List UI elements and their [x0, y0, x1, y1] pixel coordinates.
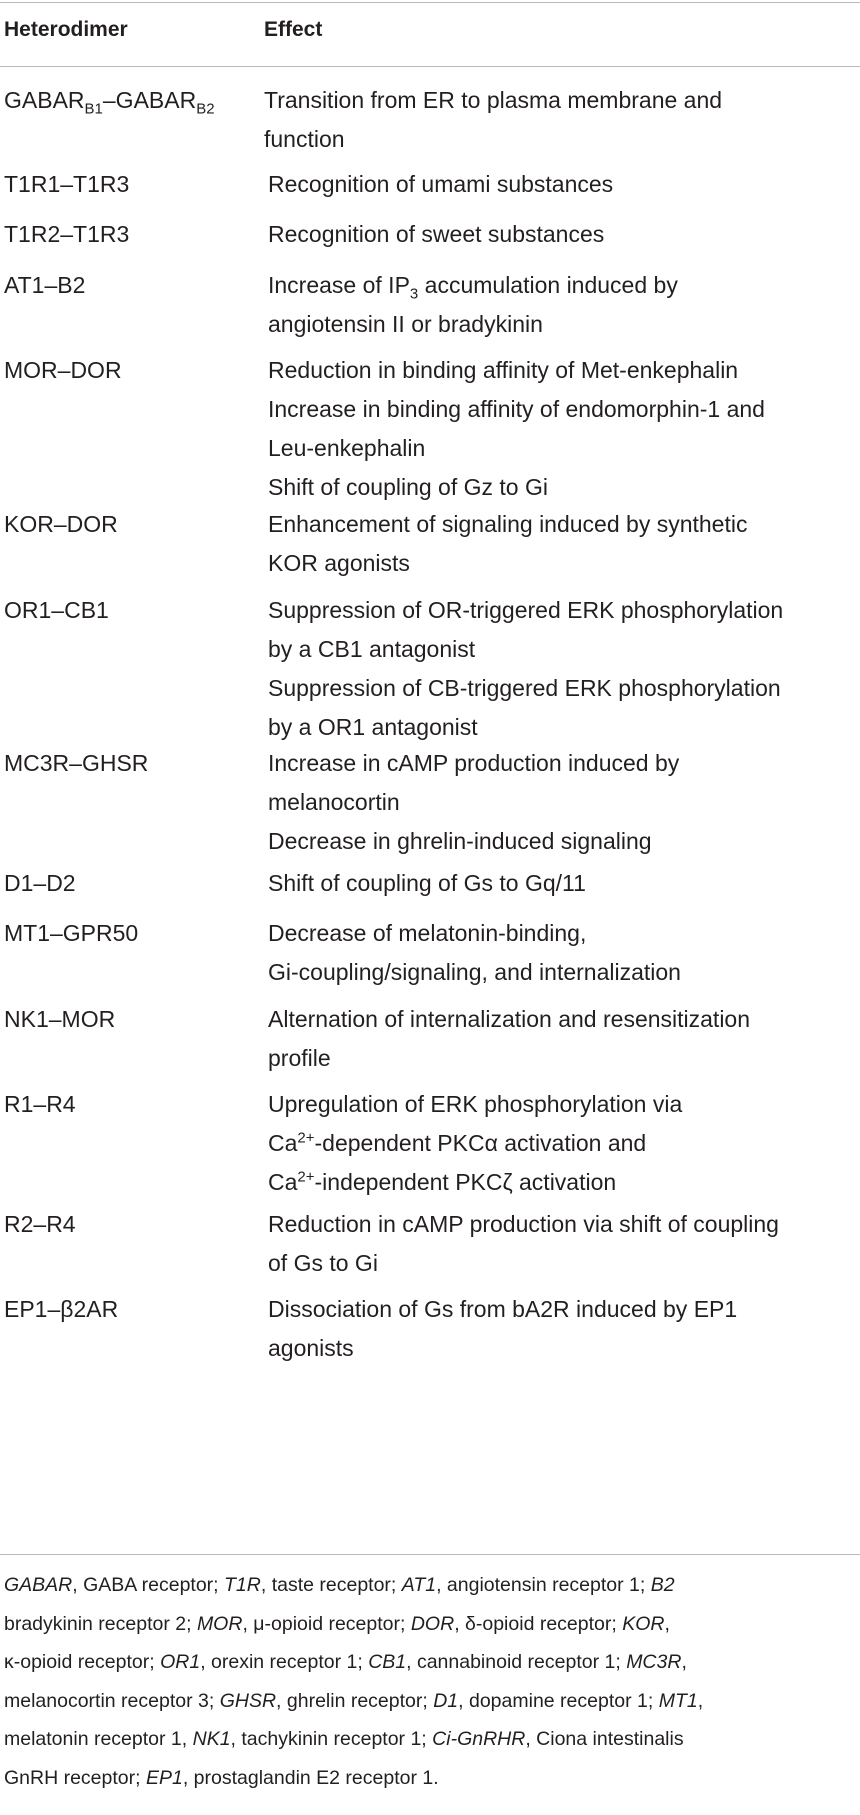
heterodimer-name: $GABAR_{B1}-GABAR_{B2}$ — [4, 87, 215, 118]
heterodimer-name: OR1–CB1 — [4, 597, 109, 623]
table-header — [0, 0, 860, 67]
effect-cell: Recognition of umami substances — [268, 171, 614, 197]
footer-rule — [0, 1554, 860, 1555]
heterodimer-name: MOR–DOR — [4, 357, 122, 383]
heterodimer-name: T1R1–T1R3 — [4, 171, 130, 197]
heterodimer-name: D1–D2 — [4, 870, 76, 896]
heterodimer-name: MT1–GPR50 — [4, 920, 139, 946]
effect-cell: Upregulation of ERK phosphorylation via $Ca^{2+}$-dependent PKCα activation and $Ca^{2+}$-independent PKCζ activation — [268, 1091, 683, 1195]
column-header-heterodimer: Heterodimer — [4, 18, 128, 41]
heterodimer-name: T1R2–T1R3 — [4, 221, 130, 247]
heterodimer-name: KOR–DOR — [4, 511, 118, 537]
footnote-line: melatonin receptor 1, NK1, tachykinin receptor 1; Ci-GnRHR, Ciona intestinalis — [4, 1728, 684, 1750]
effect-cell: Alternation of internalization and resensitization profile — [268, 1006, 751, 1071]
heterodimer-name: MC3R–GHSR — [4, 750, 149, 776]
heterodimer-name: R1–R4 — [4, 1091, 76, 1117]
effect-cell: Reduction in binding affinity of Met-enkephalin Increase in binding affinity of endomorphin-1 and Leu-enkephalin Shift of coupling of Gz to Gi — [268, 357, 765, 500]
heterodimer-name: R2–R4 — [4, 1211, 76, 1237]
footnote-line: κ-opioid receptor; OR1, orexin receptor 1; CB1, cannabinoid receptor 1; MC3R, — [4, 1651, 687, 1673]
effect-cell: Decrease of melatonin-binding, Gi-coupling/signaling, and internalization — [268, 920, 681, 985]
heterodimer-name: EP1–β2AR — [4, 1296, 119, 1322]
heterodimer-name: NK1–MOR — [4, 1006, 116, 1032]
heterodimer-name: AT1–B2 — [4, 272, 86, 298]
table-footnote — [4, 1566, 856, 1797]
effect-cell: Transition from ER to plasma membrane and function — [264, 87, 723, 152]
effect-cell: Reduction in cAMP production via shift of coupling of Gs to Gi — [268, 1211, 779, 1276]
footnote-line: bradykinin receptor 2; MOR, μ-opioid receptor; DOR, δ-opioid receptor; KOR, — [4, 1612, 670, 1635]
effect-cell: Enhancement of signaling induced by synthetic KOR agonists — [268, 511, 748, 576]
effect-cell: Suppression of OR-triggered ERK phosphorylation by a CB1 antagonist Suppression of CB-triggered ERK phosphorylation by a OR1 antagonist — [268, 597, 784, 740]
effect-cell: Dissociation of Gs from bA2R induced by EP1 agonists — [268, 1296, 738, 1361]
footnote-line: GnRH receptor; EP1, prostaglandin E2 receptor 1. — [4, 1766, 439, 1789]
footnote-line: GABAR, GABA receptor; T1R, taste receptor; AT1, angiotensin receptor 1; B2 — [4, 1574, 675, 1596]
effect-cell: Increase of $IP_3$ accumulation induced by angiotensin II or bradykinin — [268, 272, 678, 337]
effect-cell: Increase in cAMP production induced by melanocortin Decrease in ghrelin-induced signaling — [268, 750, 680, 854]
footnote-line: melanocortin receptor 3; GHSR, ghrelin receptor; D1, dopamine receptor 1; MT1, — [4, 1689, 704, 1712]
effect-cell: Shift of coupling of Gs to Gq/11 — [268, 870, 586, 896]
column-header-effect: Effect — [264, 18, 323, 41]
effect-cell: Recognition of sweet substances — [268, 221, 605, 247]
